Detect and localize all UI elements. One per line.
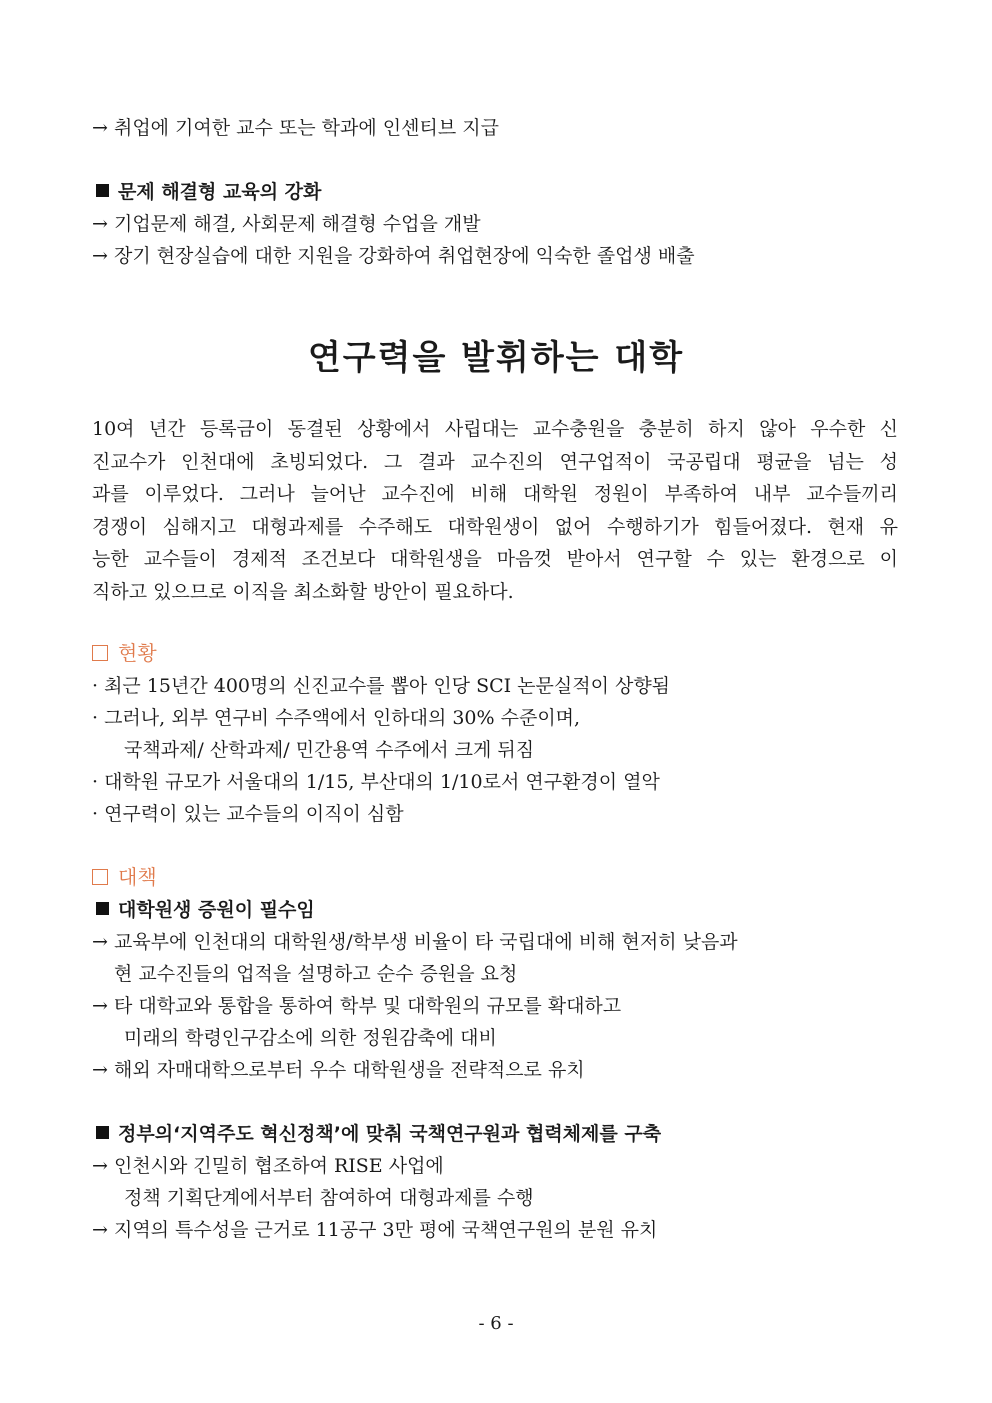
status-item: · 대학원 규모가 서울대의 1/15, 부산대의 1/10로서 연구환경이 열악 [92,771,660,793]
intro-line: 능한 교수들이 경제적 조건보다 대학원생을 마음껏 받아서 연구할 수 있는 환경으로 이 [92,548,898,571]
intro-line: 경쟁이 심해지고 대형과제를 수주해도 대학원생이 없어 수행하기가 힘들어졌다. 현재 유 [92,515,898,538]
page-number: - 6 - [478,1313,514,1334]
status-item: · 연구력이 있는 교수들의 이직이 심함 [92,803,404,825]
empty-square-bullet-icon [92,869,108,885]
measures-sub1-line: → 교육부에 인천대의 대학원생/학부생 비율이 타 국립대에 비해 현저히 낮음과 [92,931,738,953]
section-title: 연구력을 발휘하는 대학 [307,338,685,378]
measures-sub2-line: → 인천시와 긴밀히 협조하여 RISE 사업에 [92,1155,444,1177]
measures-sub2-line: → 지역의 특수성을 근거로 11공구 3만 평에 국책연구원의 분원 유치 [92,1219,658,1241]
status-item-continuation: 국책과제/ 산학과제/ 민간용역 수주에서 크게 뒤짐 [124,739,535,761]
measures-sub1-continuation: 미래의 학령인구감소에 의한 정원감축에 대비 [124,1027,497,1049]
heading-problem-solving: 문제 해결형 교육의 강화 [92,180,321,204]
empty-square-bullet-icon [92,645,108,661]
measures-sub1-continuation: 현 교수진들의 업적을 설명하고 순수 증원을 요청 [114,963,518,985]
black-square-bullet-icon [96,902,109,915]
measures-sub1-title: 대학원생 증원이 필수임 [92,898,315,922]
measures-sub1-line: → 타 대학교와 통합을 통하여 학부 및 대학원의 규모를 확대하고 [92,995,622,1017]
intro-line: 10여 년간 등록금이 동결된 상황에서 사립대는 교수충원을 충분히 하지 않아 우수한 신 [92,418,898,440]
measures-sub2-continuation: 정책 기획단계에서부터 참여하여 대형과제를 수행 [124,1187,534,1209]
top-arrow-line-courses: → 기업문제 해결, 사회문제 해결형 수업을 개발 [92,213,481,235]
intro-line: 과를 이루었다. 그러나 늘어난 교수진에 비해 대학원 정원이 부족하여 내부 교수들끼리 [92,483,898,506]
measures-sub2-title: 정부의‘지역주도 혁신정책’에 맞춰 국책연구원과 협력체제를 구축 [92,1122,661,1146]
measures-heading: 대책 [92,864,157,890]
status-item: · 그러나, 외부 연구비 수주액에서 인하대의 30% 수준이며, [92,707,581,729]
status-heading: 현황 [92,640,157,666]
black-square-bullet-icon [96,1126,109,1139]
intro-line: 직하고 있으므로 이직을 최소화할 방안이 필요하다. [92,580,514,603]
black-square-bullet-icon [96,184,109,197]
status-item: · 최근 15년간 400명의 신진교수를 뽑아 인당 SCI 논문실적이 상향됨 [92,675,671,697]
top-arrow-line-incentive: → 취업에 기여한 교수 또는 학과에 인센티브 지급 [92,117,499,139]
intro-line: 진교수가 인천대에 초빙되었다. 그 결과 교수진의 연구업적이 국공립대 평균을 넘는 성 [92,450,898,473]
intro-paragraph [92,413,898,609]
top-arrow-line-internship: → 장기 현장실습에 대한 지원을 강화하여 취업현장에 익숙한 졸업생 배출 [92,245,695,267]
measures-sub1-line: → 해외 자매대학으로부터 우수 대학원생을 전략적으로 유치 [92,1059,585,1081]
